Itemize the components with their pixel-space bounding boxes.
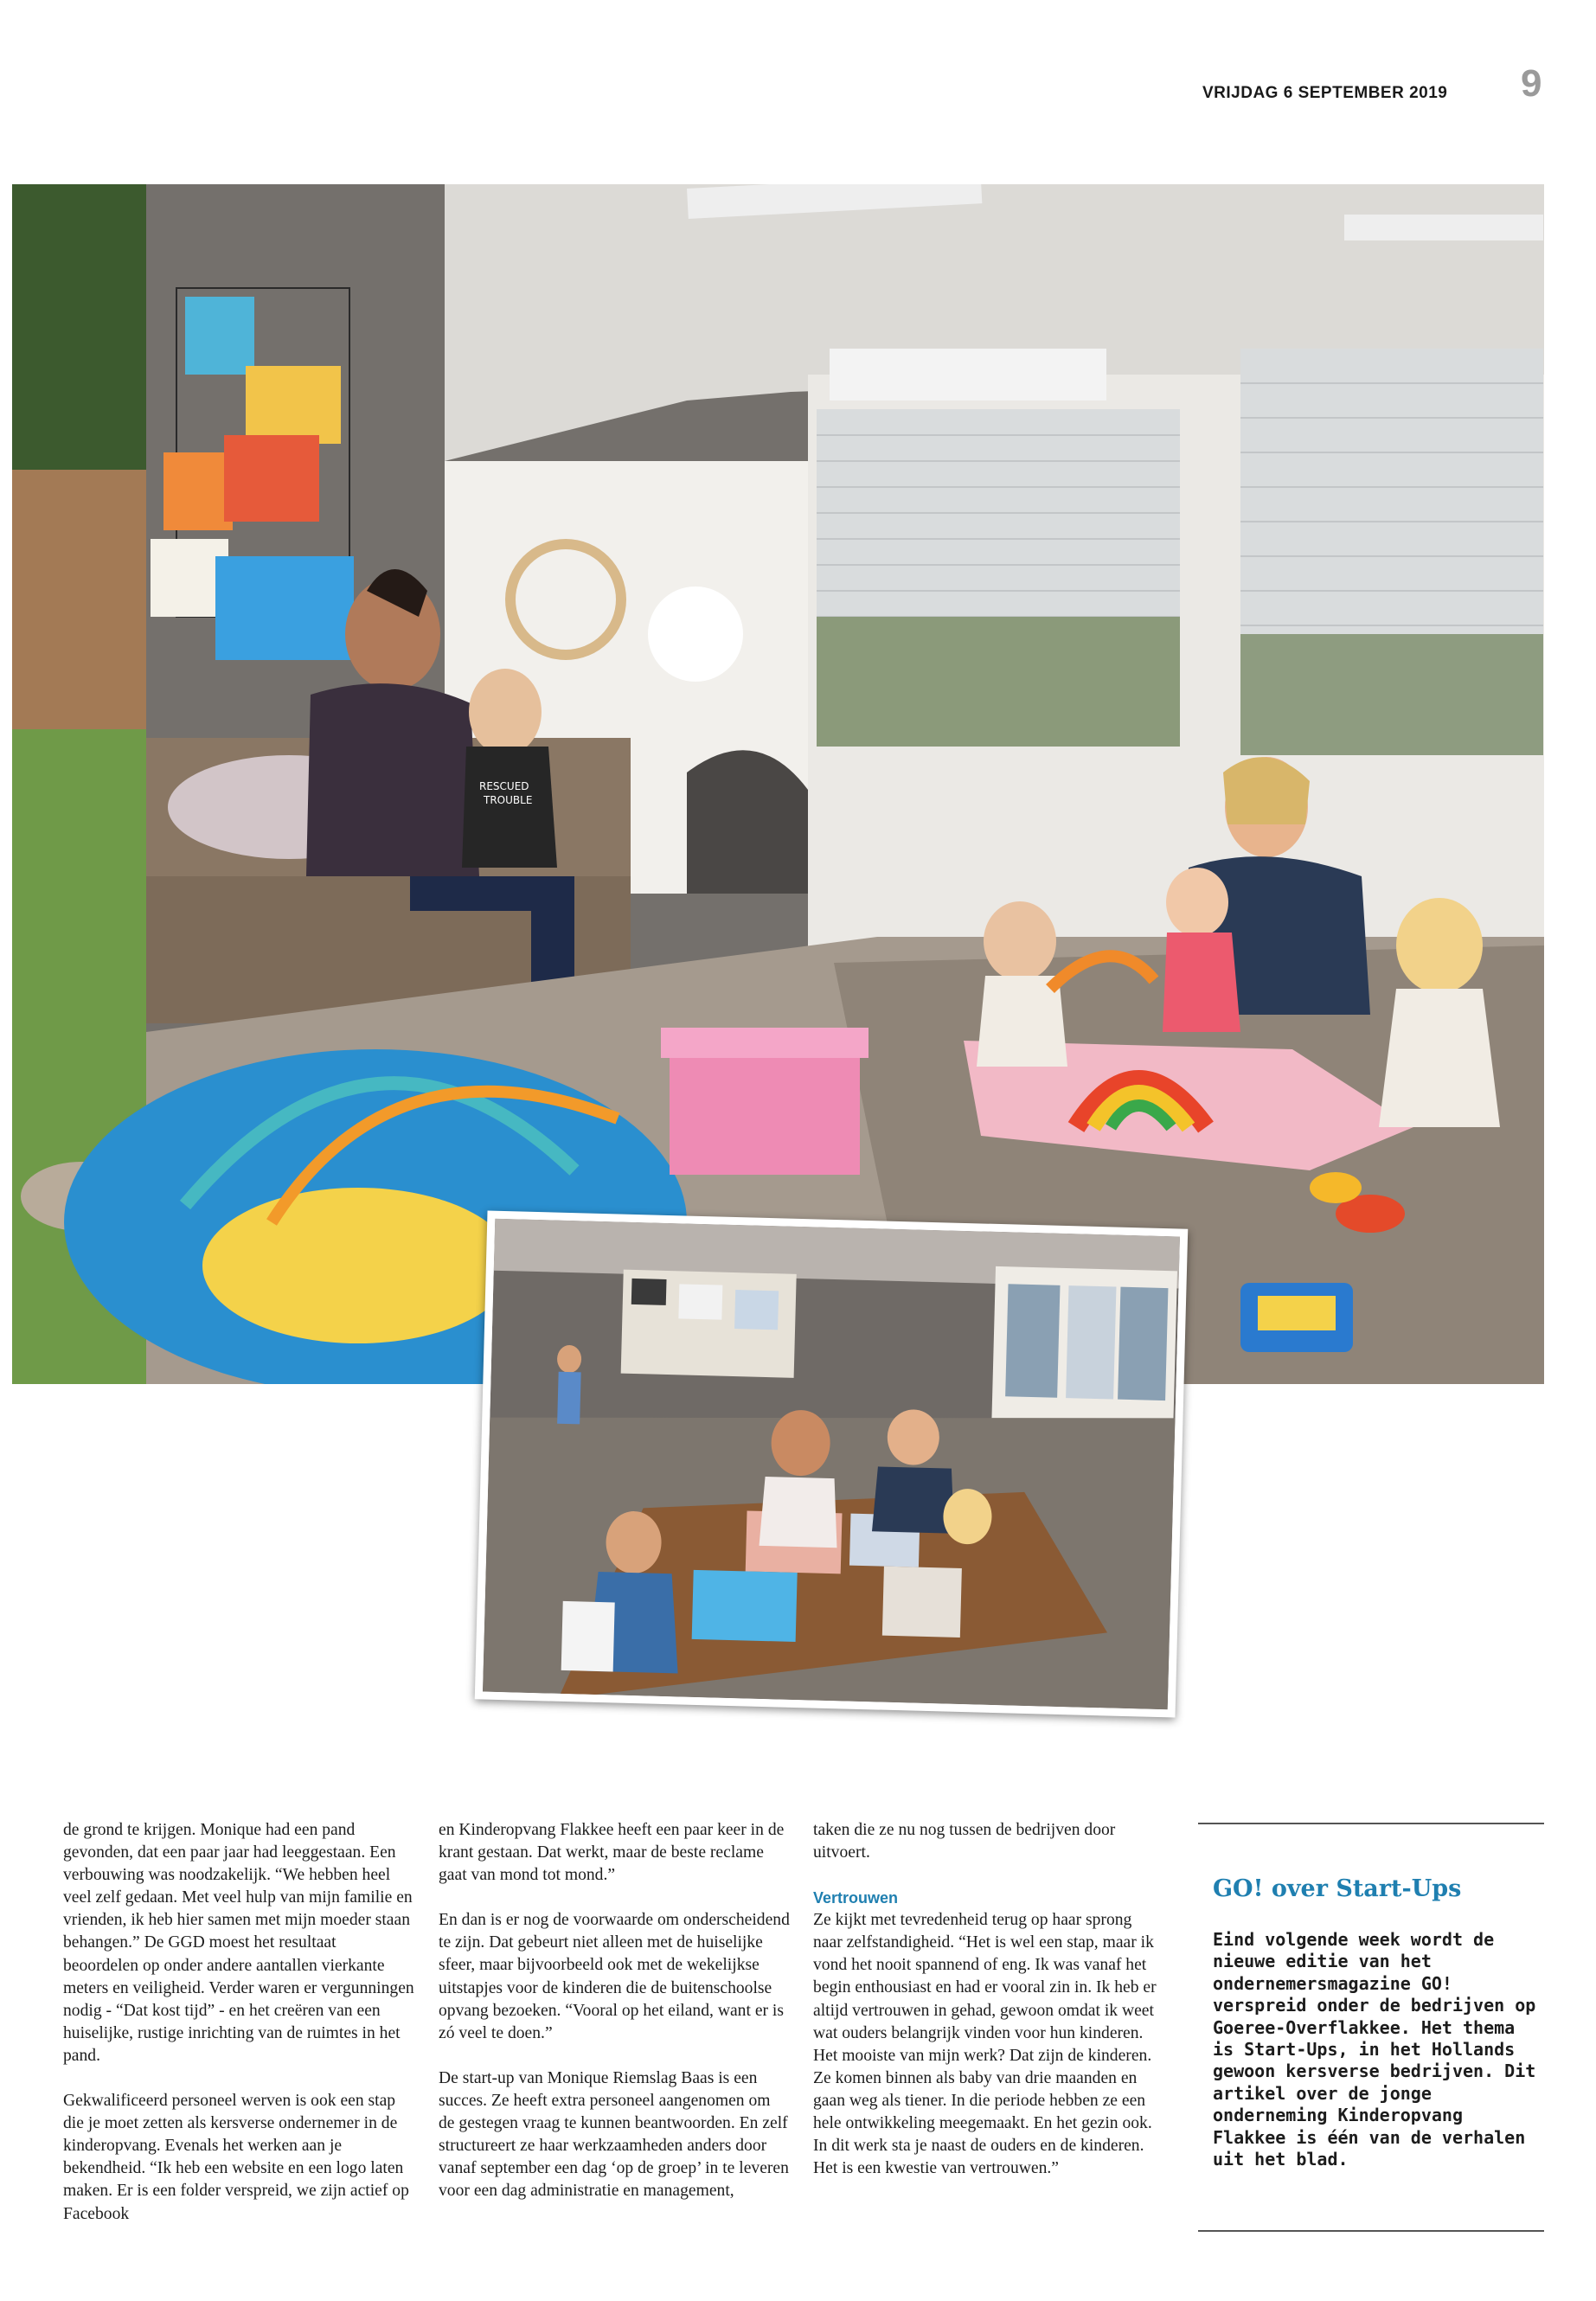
inset-photo-activity-room bbox=[475, 1210, 1189, 1717]
sidebox-bottom-rule bbox=[1198, 2230, 1544, 2232]
toddler-shirt-text-2: TROUBLE bbox=[484, 794, 533, 806]
sidebox-title: GO! over Start-Ups bbox=[1213, 1875, 1462, 1902]
article-column-3 bbox=[813, 1819, 1164, 2202]
toddler-shirt-text: RESCUED bbox=[479, 780, 529, 792]
main-photo-playroom bbox=[12, 184, 1544, 1384]
page-header-date: VRIJDAG 6 SEPTEMBER 2019 bbox=[1202, 84, 1448, 102]
pink-toy-box bbox=[670, 1045, 860, 1175]
article-column-2 bbox=[439, 1819, 790, 2225]
article-paragraph: De start-up van Monique Riemslag Baas is een succes. Ze heeft extra personeel aangenomen om de gestegen vraag te kunnen beantwoorden. En zelf structureert ze haar werkzaamheden anders door vanaf september een dag ‘op de groep’ in te leveren voor een dag administratie en management, bbox=[439, 2068, 789, 2201]
article-paragraph: Ze kijkt met tevredenheid terug op haar sprong naar zelfstandigheid. “Het is wel een stap, maar ik vond het nooit spannend of eng. Ik was vanaf het begin enthousiast en had er vooral zin in. Ik heb er altijd vertrouwen in gehad, gewoon omdat ik weet wat ouders belangrijk vinden voor hun kinderen. Het mooiste van mijn werk? Dat zijn de kinderen. Ze komen binnen als baby van drie maanden en gaan weg als tiener. In die periode hebben ze een hele ontwikkeling meegemaakt. En het gezin ook. In dit werk sta je naast de ouders en de kinderen. Het is een kwestie van vertrouwen.” bbox=[813, 1911, 1157, 2178]
article-paragraph: en Kinderopvang Flakkee heeft een paar keer in de krant gestaan. Dat werkt, maar de beste reclame gaat van mond tot mond.” bbox=[439, 1821, 785, 1885]
article-paragraph: Gekwalificeerd personeel werven is ook een stap die je moet zetten als kersverse ondernemer in de kinderopvang. Evenals het werken aan je bekendheid. “Ik heb een website en een logo laten maken. Er is een folder verspreid, we zijn actief op Facebook bbox=[63, 2092, 409, 2223]
section-heading: Vertrouwen bbox=[813, 1889, 899, 1907]
article-column-1 bbox=[63, 1819, 414, 2248]
article-paragraph: de grond te krijgen. Monique had een pand gevonden, dat een paar jaar had leeggestaan. Een verbouwing was noodzakelijk. “We hebben heel veel zelf gedaan. Met veel hulp van mijn familie en vrienden, ik heb hier samen met mijn moeder staan behangen.” De GGD moest het resultaat beoordelen op onder andere aantallen vierkante meters en veiligheid. Verder waren er vergunningen nodig - “Dat kost tijd” - en het creëren van een huiselijke, rustige inrichting van de ruimtes in het pand. bbox=[63, 1821, 414, 2065]
sidebox-top-rule bbox=[1198, 1823, 1544, 1824]
page-number: 9 bbox=[1521, 62, 1542, 105]
article-paragraph: En dan is er nog de voorwaarde om onderscheidend te zijn. Dat gebeurt niet alleen met de huiselijke sfeer, maar bijvoorbeeld ook met de wekelijkse uitstapjes voor de kinderen die de buitenschoolse opvang bezoeken. “Vooral op het eiland, want er is zó veel te doen.” bbox=[439, 1911, 790, 2042]
sidebox-text: Eind volgende week wordt de nieuwe editie van het ondernemersmagazine GO! verspreid onder de bedrijven op Goeree-Overflakkee. Het thema is Start-Ups, in het Hollands gewoon kersverse bedrijven. Dit artikel over de jonge onderneming Kinderopvang Flakkee is één van de verhalen uit het blad. bbox=[1213, 1929, 1536, 2170]
article-paragraph: taken die ze nu nog tussen de bedrijven door uitvoert. bbox=[813, 1821, 1116, 1862]
